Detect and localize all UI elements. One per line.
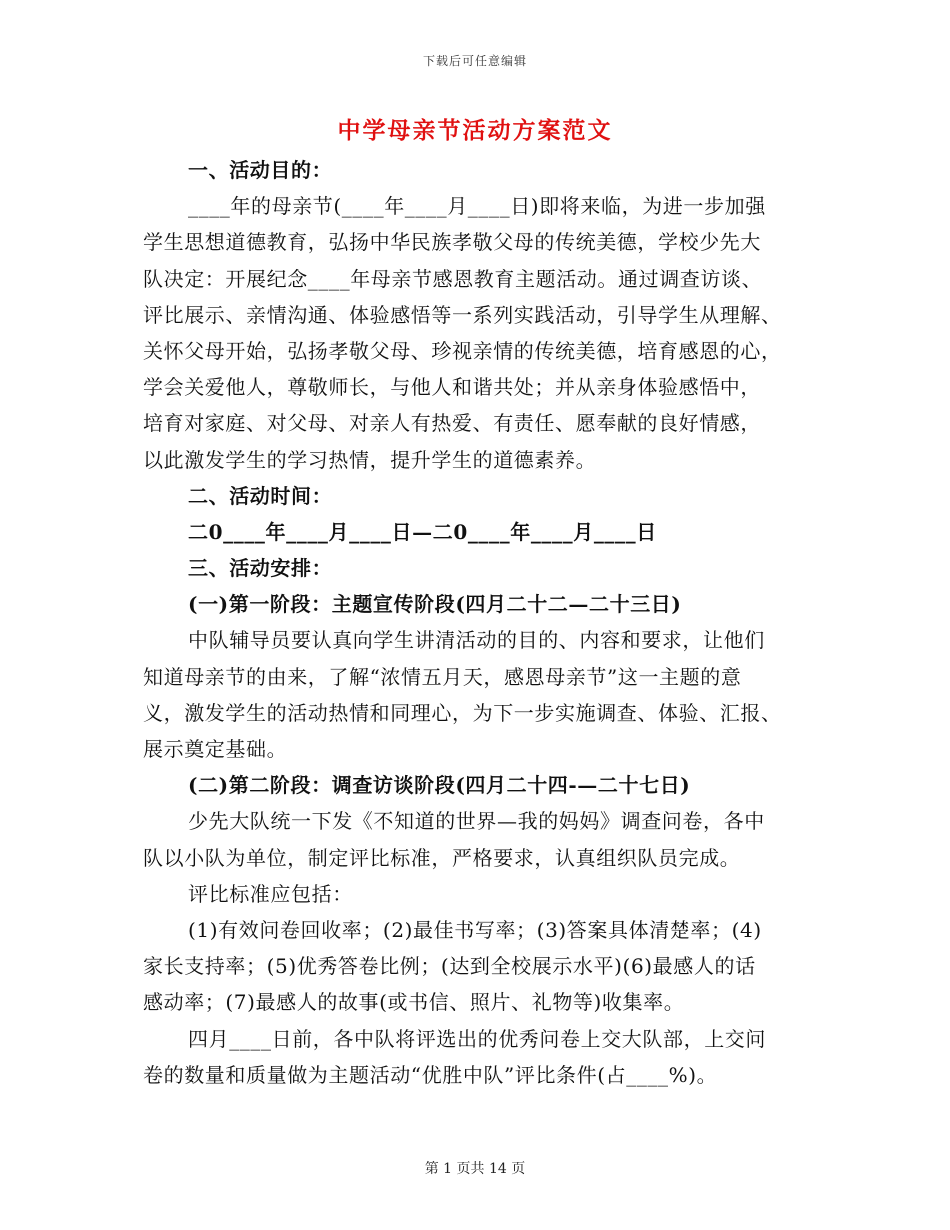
paragraph-line: 培育对家庭、对父母、对亲人有热爱、有责任、愿奉献的良好情感， — [143, 411, 761, 436]
section-heading-line: 一、活动目的： — [188, 158, 333, 182]
paragraph-line: 队决定：开展纪念____年母亲节感恩教育主题活动。通过调查访谈、 — [143, 266, 763, 291]
section-heading-line: (二)第二阶段：调查访谈阶段(四月二十四-—二十七日) — [188, 773, 691, 798]
paragraph-line: 少先大队统一下发《不知道的世界—我的妈妈》调查问卷，各中 — [188, 809, 765, 834]
paragraph-line: (1)有效问卷回收率；(2)最佳书写率；(3)答案具体清楚率；(4) — [188, 917, 762, 942]
paragraph-line: 评比展示、亲情沟通、体验感悟等一系列实践活动，引导学生从理解、 — [143, 302, 782, 327]
page-footer: 第 1 页共 14 页 — [424, 1161, 526, 1177]
paragraph-line: 知道母亲节的由来，了解“浓情五月天，感恩母亲节”这一主题的意 — [143, 664, 742, 689]
paragraph-line: 家长支持率；(5)优秀答卷比例；(达到全校展示水平)(6)最感人的话 — [143, 954, 756, 979]
paragraph-line: 学生思想道德教育，弘扬中华民族孝敬父母的传统美德，学校少先大 — [143, 230, 761, 255]
section-heading-line: 三、活动安排： — [188, 556, 333, 581]
paragraph-line: 展示奠定基础。 — [143, 737, 288, 761]
section-heading-line: 二0____年____月____日—二0____年____月____日 — [188, 519, 657, 544]
paragraph-line: 以此激发学生的学习热情，提升学生的道德素养。 — [143, 447, 597, 472]
section-heading-line: 二、活动时间： — [188, 483, 333, 508]
document-title: 中学母亲节活动方案范文 — [337, 117, 613, 144]
paragraph-line: 评比标准应包括： — [188, 881, 353, 906]
paragraph-line: 感动率；(7)最感人的故事(或书信、照片、礼物等)收集率。 — [143, 990, 685, 1015]
paragraph-line: 四月____日前，各中队将评选出的优秀问卷上交大队部，上交问 — [188, 1026, 766, 1051]
paragraph-line: 中队辅导员要认真向学生讲清活动的目的、内容和要求，让他们 — [188, 628, 765, 653]
paragraph-line: 学会关爱他人，尊敬师长，与他人和谐共处；并从亲身体验感悟中， — [143, 375, 761, 400]
paragraph-line: 卷的数量和质量做为主题活动“优胜中队”评比条件(占____%)。 — [143, 1062, 718, 1087]
paragraph-line: 义，激发学生的活动热情和同理心，为下一步实施调查、体验、汇报、 — [143, 700, 782, 725]
paragraph-line: 队以小队为单位，制定评比标准，严格要求，认真组织队员完成。 — [143, 845, 741, 870]
page-header: 下载后可任意编辑 — [422, 54, 527, 68]
paragraph-line: 关怀父母开始，弘扬孝敬父母、珍视亲情的传统美德，培育感恩的心， — [143, 338, 782, 363]
paragraph-line: ____年的母亲节(____年____月____日)即将来临，为进一步加强 — [188, 194, 766, 219]
document-body — [143, 152, 813, 1093]
section-heading-line: (一)第一阶段：主题宣传阶段(四月二十二—二十三日) — [188, 592, 682, 617]
